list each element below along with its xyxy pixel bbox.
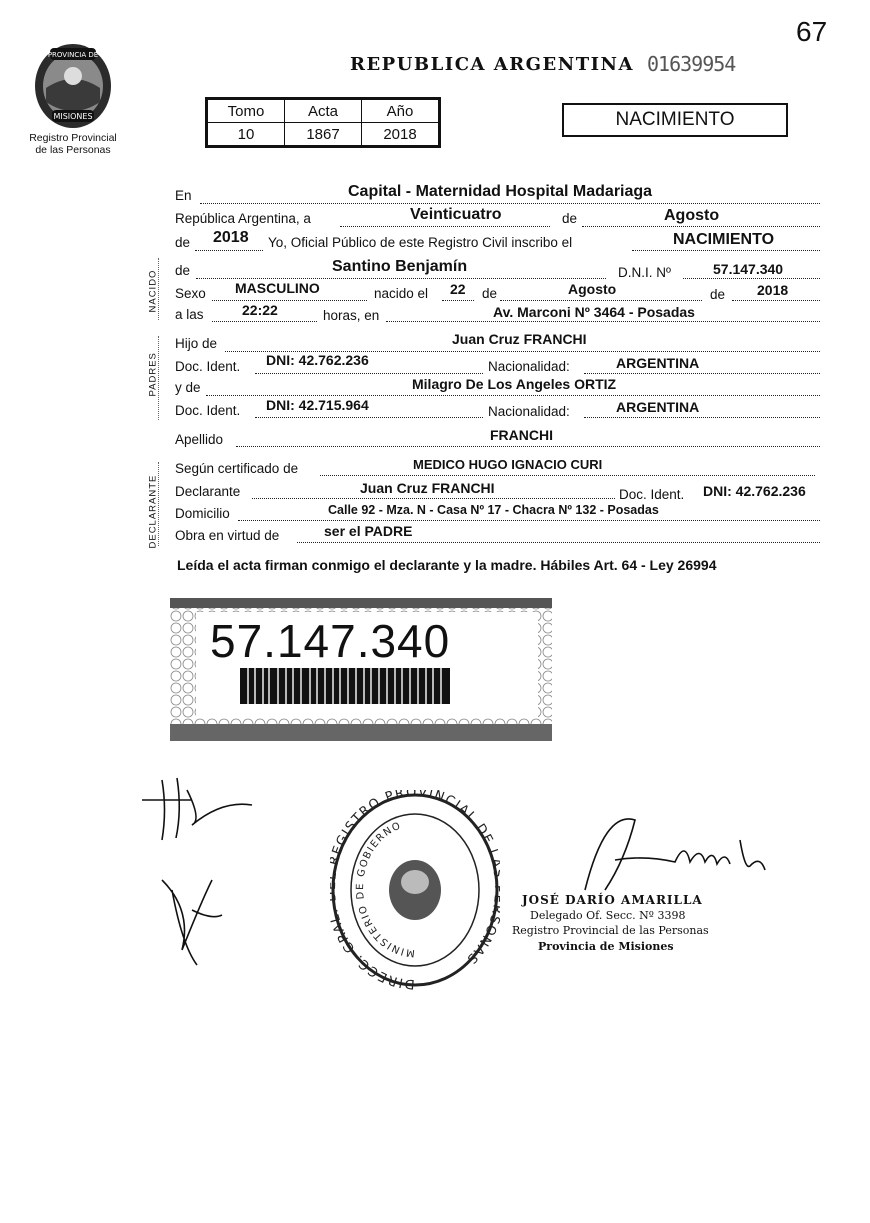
declarant-role: ser el PADRE	[324, 523, 413, 539]
dni-number-card	[170, 598, 552, 741]
surname: FRANCHI	[490, 427, 553, 443]
declarant-name: Juan Cruz FRANCHI	[360, 480, 495, 496]
dotted-line	[297, 542, 820, 543]
label-declarante: Declarante	[175, 484, 241, 499]
dotted-line	[206, 395, 820, 396]
label-nacido-el: nacido el	[374, 286, 429, 301]
dotted-line	[320, 475, 815, 476]
label-en: En	[175, 188, 192, 203]
register-month: Agosto	[664, 207, 720, 224]
dotted-line	[500, 300, 702, 301]
label-de: de	[482, 286, 498, 301]
label-de: de	[175, 263, 191, 278]
dotted-line	[236, 446, 820, 447]
dotted-line	[212, 300, 367, 301]
dotted-line	[584, 417, 820, 418]
official-signature	[565, 800, 775, 900]
dotted-line	[732, 300, 820, 301]
serial-number: 01639954	[647, 52, 736, 76]
label-doc-ident: Doc. Ident.	[619, 487, 685, 502]
dni-number: 57.147.340	[210, 615, 451, 667]
registry-header-ano: Año	[362, 100, 439, 123]
official-org: Registro Provincial de las Personas	[512, 924, 709, 937]
dotted-line	[584, 373, 820, 374]
dotted-line	[582, 226, 820, 227]
svg-text:PROVINCIA DE: PROVINCIA DE	[47, 51, 99, 59]
declarant-address: Calle 92 - Mza. N - Casa Nº 17 - Chacra Nº 132 - Posadas	[328, 503, 659, 517]
birth-month: Agosto	[568, 281, 617, 297]
mother-nationality: ARGENTINA	[616, 399, 700, 415]
label-sexo: Sexo	[175, 286, 206, 301]
mother-doc: DNI: 42.715.964	[266, 397, 369, 413]
official-name: JOSÉ DARÍO AMARILLA	[522, 893, 703, 907]
page-number: 67	[796, 16, 828, 47]
label-a-las: a las	[175, 307, 204, 322]
label-horas-en: horas, en	[323, 308, 380, 323]
registry-value-acta: 1867	[285, 123, 362, 146]
closing-statement: Leída el acta firman conmigo el declarante y la madre. Hábiles Art. 64 - Ley 26994	[177, 557, 717, 573]
section-divider	[158, 258, 159, 320]
label-doc-ident: Doc. Ident.	[175, 403, 241, 418]
registry-value-tomo: 10	[208, 123, 285, 146]
dotted-line	[252, 498, 615, 499]
registry-value-ano: 2018	[362, 123, 439, 146]
label-apellido: Apellido	[175, 432, 224, 447]
svg-text:DIRECC. GRAL. DEL REGISTRO PRO: DIRECC. GRA EGISTRO PROVINCIAL DE L ONAS	[330, 790, 500, 990]
section-label-padres: PADRES	[147, 352, 159, 397]
section-divider	[158, 336, 159, 420]
section-label-nacido: NACIDO	[147, 269, 159, 313]
section-divider	[158, 462, 159, 546]
signature-left	[132, 770, 262, 970]
father-nationality: ARGENTINA	[616, 355, 700, 371]
province-shield-logo	[30, 40, 116, 130]
dotted-line	[255, 417, 483, 418]
child-name: Santino Benjamín	[332, 258, 468, 275]
logo-caption-line2: de las Personas	[35, 144, 111, 156]
label-de: de	[710, 287, 726, 302]
label-obra-en-virtud: Obra en virtud de	[175, 528, 280, 543]
birth-year: 2018	[757, 282, 789, 298]
dotted-line	[340, 226, 550, 227]
document-title: REPUBLICA ARGENTINA	[350, 54, 634, 75]
dotted-line	[683, 278, 820, 279]
svg-text:MISIONES: MISIONES	[53, 112, 93, 121]
dotted-line	[442, 300, 474, 301]
dotted-line	[632, 250, 820, 251]
dotted-line	[212, 321, 317, 322]
label-doc-ident: Doc. Ident.	[175, 359, 241, 374]
dotted-line	[196, 278, 606, 279]
birth-day: 22	[450, 281, 466, 297]
declarant-doc: DNI: 42.762.236	[703, 483, 806, 499]
father-name: Juan Cruz FRANCHI	[452, 331, 587, 347]
mother-name: Milagro De Los Angeles ORTIZ	[412, 376, 617, 392]
official-role: Delegado Of. Secc. Nº 3398	[530, 909, 686, 922]
logo-caption-line1: Registro Provincial	[29, 132, 117, 144]
label-domicilio: Domicilio	[175, 506, 230, 521]
svg-text:MINISTERIO DE GOBIERNO: MINISTERIO DE GOBIERNO	[354, 820, 416, 959]
birth-address: Av. Marconi Nº 3464 - Posadas	[493, 304, 695, 320]
dotted-line	[255, 373, 483, 374]
dotted-line	[195, 250, 263, 251]
label-republica: República Argentina, a	[175, 211, 311, 226]
official-seal	[330, 790, 500, 990]
dotted-line	[386, 321, 820, 322]
label-dni: D.N.I. Nº	[618, 265, 671, 280]
child-sex: MASCULINO	[235, 280, 320, 296]
birth-time: 22:22	[242, 302, 278, 318]
place-value: Capital - Maternidad Hospital Madariaga	[348, 183, 653, 200]
record-type-box: NACIMIENTO	[562, 103, 788, 137]
registry-header-tomo: Tomo	[208, 100, 285, 123]
registry-table	[205, 97, 441, 148]
section-label-declarante: DECLARANTE	[147, 474, 159, 549]
father-doc: DNI: 42.762.236	[266, 352, 369, 368]
label-y-de: y de	[175, 380, 201, 395]
label-nacionalidad: Nacionalidad:	[488, 404, 570, 419]
logo-caption	[18, 132, 128, 156]
register-year: 2018	[213, 229, 249, 246]
act-type: NACIMIENTO	[673, 231, 775, 248]
dotted-line	[200, 203, 820, 204]
label-de: de	[562, 211, 578, 226]
register-day: Veinticuatro	[410, 206, 502, 223]
child-dni: 57.147.340	[713, 261, 784, 277]
dotted-line	[238, 520, 820, 521]
label-nacionalidad: Nacionalidad:	[488, 359, 570, 374]
label-yo-oficial: Yo, Oficial Público de este Registro Civil inscribo el	[268, 235, 573, 250]
registry-header-acta: Acta	[285, 100, 362, 123]
label-hijo-de: Hijo de	[175, 336, 218, 351]
certificate-issuer: MEDICO HUGO IGNACIO CURI	[413, 457, 603, 472]
label-segun-certificado: Según certificado de	[175, 461, 299, 476]
label-de2: de	[175, 235, 191, 250]
official-province: Provincia de Misiones	[538, 940, 674, 953]
